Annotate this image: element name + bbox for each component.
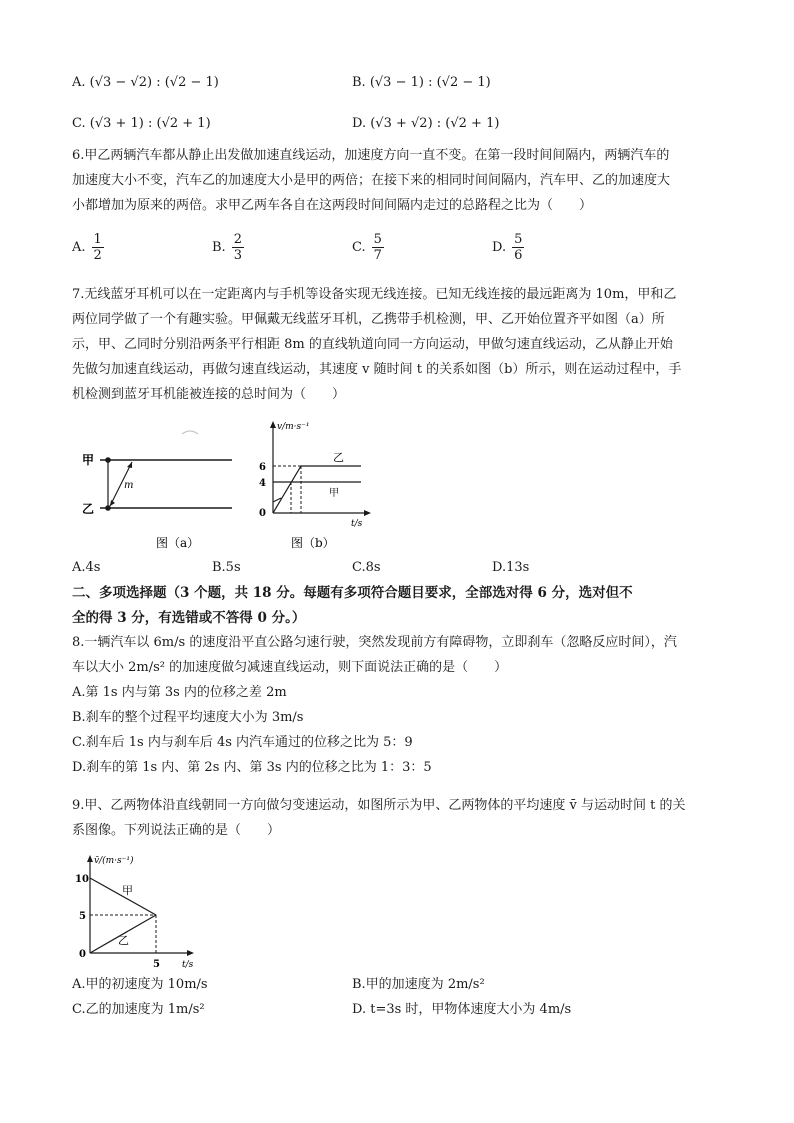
series-label-yi: 乙 xyxy=(333,451,344,464)
q7-option-c: C.8s xyxy=(352,560,381,575)
q9-x-axis-arrow xyxy=(187,950,194,956)
q7-figure-b xyxy=(255,418,375,555)
y-axis-arrow xyxy=(270,421,276,428)
axis-label-t: t/s xyxy=(351,519,363,529)
q7-stem-line-4: 先做匀加速直线运动，再做匀速直线运动，其速度 v 随时间 t 的关系如图（b）所示，则在运动过程中，手 xyxy=(72,362,682,377)
q9-option-d: D. t=3s 时，甲物体速度大小为 4m/s xyxy=(352,1002,572,1017)
q9-series-label-jia: 甲 xyxy=(122,884,133,897)
q8-option-c: C.刹车后 1s 内与刹车后 4s 内汽车通过的位移之比为 5：9 xyxy=(72,735,413,750)
q7-stem-line-3: 示，甲、乙同时分别沿两条平行相距 8m 的直线轨道向同一方向运动，甲做匀速直线运动，乙从静止开始 xyxy=(72,337,673,352)
fig-b-caption: 图（b） xyxy=(291,536,335,550)
tick-0: 0 xyxy=(259,508,266,519)
q9-option-a: A.甲的初速度为 10m/s xyxy=(72,977,208,992)
q6-option-a xyxy=(72,232,104,263)
q5-option-a: A. (√3 − √2) : (√2 − 1) xyxy=(72,75,219,90)
q9-y-axis-arrow xyxy=(87,855,93,862)
q8-stem-line-1: 8.一辆汽车以 6m/s 的速度沿平直公路匀速行驶，突然发现前方有障碍物，立即刹车（忽略反应时间），汽 xyxy=(72,635,677,650)
q6-option-a-denominator: 2 xyxy=(93,248,102,263)
q6-option-d-numerator: 5 xyxy=(514,232,523,247)
q6-option-b xyxy=(212,232,244,263)
q6-stem-line-3: 小都增加为原来的两倍。求甲乙两车各自在这两段时间间隔内走过的总路程之比为（ ） xyxy=(72,198,593,213)
label-m: m xyxy=(124,480,134,491)
q9-stem-line-2: 系图像。下列说法正确的是（ ） xyxy=(72,823,281,838)
q9-tick-10: 10 xyxy=(75,874,89,885)
q9-chart xyxy=(72,852,207,974)
tick-6: 6 xyxy=(259,462,266,473)
q6-option-c-fraction xyxy=(372,232,384,263)
q7-stem-line-5: 机检测到蓝牙耳机能被连接的总时间为（ ） xyxy=(72,387,346,402)
q9-tick-0: 0 xyxy=(79,949,86,960)
jia-dot xyxy=(105,457,111,463)
q6-stem-line-1: 6.甲乙两辆汽车都从静止出发做加速直线运动，加速度方向一直不变。在第一段时间间隔内，两辆汽车的 xyxy=(72,148,670,163)
scan-smudge xyxy=(182,431,198,434)
yi-dot xyxy=(105,505,111,511)
q9-stem-line-1: 9.甲、乙两物体沿直线朝同一方向做匀变速运动，如图所示为甲、乙两物体的平均速度 v̄ 与运动时间 t 的关 xyxy=(72,798,686,813)
line-yi xyxy=(273,466,361,513)
axis-label-v: v/m·s⁻¹ xyxy=(277,422,310,432)
q5-option-c: C. (√3 + 1) : (√2 + 1) xyxy=(72,116,211,131)
q6-option-a-label: A. xyxy=(72,240,86,255)
q9-axis-label-t: t/s xyxy=(182,960,194,970)
q9-option-c: C.乙的加速度为 1m/s² xyxy=(72,1002,205,1017)
q7-stem-line-2: 两位同学做了一个有趣实验。甲佩戴无线蓝牙耳机，乙携带手机检测，甲、乙开始位置齐平如图（a）所 xyxy=(72,312,665,327)
q6-option-c-denominator: 7 xyxy=(373,248,382,263)
q6-option-a-numerator: 1 xyxy=(93,232,102,247)
q6-stem-line-2: 加速度大小不变，汽车乙的加速度大小是甲的两倍；在接下来的相同时间间隔内，汽车甲、乙的加速度大 xyxy=(72,173,671,188)
q9-tick-x5: 5 xyxy=(153,959,160,970)
q8-option-b: B.刹车的整个过程平均速度大小为 3m/s xyxy=(72,710,304,725)
q6-option-b-numerator: 2 xyxy=(233,232,242,247)
label-yi: 乙 xyxy=(82,502,95,516)
q6-option-d xyxy=(492,232,524,263)
q6-option-a-fraction xyxy=(92,232,104,263)
q6-option-c xyxy=(352,232,384,263)
label-jia: 甲 xyxy=(82,453,95,467)
q7-option-a: A.4s xyxy=(72,560,101,575)
q6-option-b-denominator: 3 xyxy=(233,248,242,263)
q6-option-b-label: B. xyxy=(212,240,226,255)
q9-axis-label-v: v̄/(m·s⁻¹) xyxy=(94,856,134,866)
q7-figure-a xyxy=(72,420,242,555)
q5-option-d: D. (√3 + √2) : (√2 + 1) xyxy=(352,116,500,131)
q7-stem-line-1: 7.无线蓝牙耳机可以在一定距离内与手机等设备实现无线连接。已知无线连接的最远距离为 10m，甲和乙 xyxy=(72,287,677,302)
q5-option-b: B. (√3 − 1) : (√2 − 1) xyxy=(352,75,491,90)
q7-option-d: D.13s xyxy=(492,560,530,575)
x-axis-arrow xyxy=(364,510,371,516)
q6-option-d-fraction xyxy=(512,232,524,263)
q9-option-b: B.甲的加速度为 2m/s² xyxy=(352,977,485,992)
q9-series-label-yi: 乙 xyxy=(118,934,129,947)
fig-a-caption: 图（a） xyxy=(156,536,200,550)
arrow-head-top xyxy=(127,462,132,468)
series-label-jia: 甲 xyxy=(329,488,339,499)
q6-option-b-fraction xyxy=(232,232,244,263)
q7-option-b: B.5s xyxy=(212,560,241,575)
section-2-heading-line-1: 二、多项选择题（3 个题，共 18 分。每题有多项符合题目要求，全部选对得 6 分，选对但不 xyxy=(72,585,633,601)
q6-option-c-numerator: 5 xyxy=(373,232,382,247)
q6-option-c-label: C. xyxy=(352,240,366,255)
q8-option-a: A.第 1s 内与第 3s 内的位移之差 2m xyxy=(72,685,287,700)
q8-option-d: D.刹车的第 1s 内、第 2s 内、第 3s 内的位移之比为 1：3：5 xyxy=(72,760,432,775)
section-2-heading-line-2: 全的得 3 分，有选错或不答得 0 分。） xyxy=(72,610,306,626)
q8-stem-line-2: 车以大小 2m/s² 的加速度做匀减速直线运动，则下面说法正确的是（ ） xyxy=(72,660,508,675)
tick-4: 4 xyxy=(259,478,266,489)
q9-tick-5: 5 xyxy=(79,911,86,922)
q6-option-d-label: D. xyxy=(492,240,507,255)
q6-option-d-denominator: 6 xyxy=(514,248,523,263)
